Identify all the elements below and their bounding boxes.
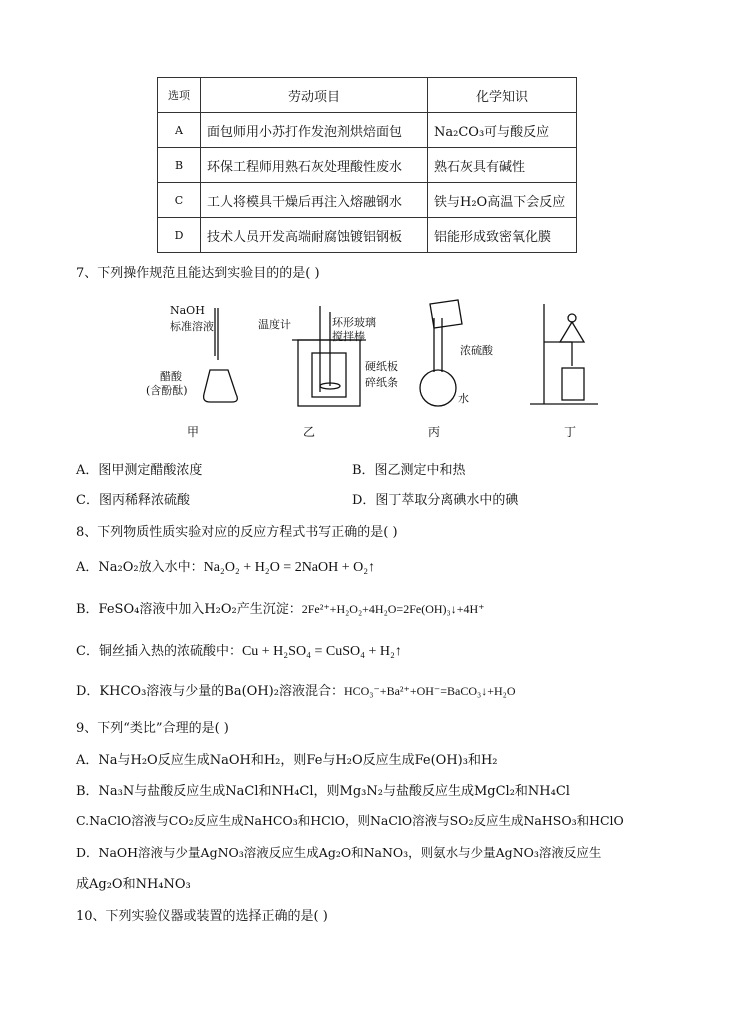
label-thermometer: 温度计 [258, 318, 291, 331]
caption-ding: 丁 [564, 425, 577, 439]
q8-option-c [76, 640, 402, 660]
table-row [158, 218, 577, 253]
row-option: B [158, 148, 201, 183]
q7-figure [140, 298, 600, 443]
label-conc-sulfuric: 浓硫酸 [460, 344, 493, 357]
label-stirrer: 搅拌棒 [332, 330, 365, 343]
label-naoh: NaOH [170, 304, 205, 317]
q7-option-c: C．图丙稀释浓硫酸 [76, 493, 190, 508]
q8-c-text: C．铜丝插入热的浓硫酸中： [76, 644, 242, 659]
row-knowledge: Na₂CO₃可与酸反应 [428, 113, 577, 148]
q10-stem: 10、下列实验仪器或装置的选择正确的是( ) [76, 909, 328, 924]
q8-stem: 8、下列物质性质实验对应的反应方程式书写正确的是( ) [76, 525, 398, 540]
q8-a-equation: Na₂O₂ + H₂O = 2NaOH + O₂↑ [203, 560, 376, 575]
q8-d-text: D．KHCO₃溶液与少量的Ba(OH)₂溶液混合： [76, 684, 344, 699]
caption-yi: 乙 [303, 425, 316, 439]
label-ring-glass: 环形玻璃 [332, 316, 376, 329]
q8-a-text: A．Na₂O₂放入水中： [76, 560, 204, 575]
header-option: 选项 [158, 78, 201, 113]
row-item: 工人将模具干燥后再注入熔融钢水 [201, 183, 428, 218]
q7-option-b: B．图乙测定中和热 [352, 463, 466, 478]
q8-option-d [76, 680, 516, 699]
receiving-beaker [562, 368, 584, 400]
table-header-row [158, 78, 577, 113]
q9-option-d-line2: 成Ag₂O和NH₄NO₃ [76, 877, 191, 892]
q8-b-text: B．FeSO₄溶液中加入H₂O₂产生沉淀： [76, 602, 302, 617]
label-standard-solution: 标准溶液 [170, 320, 214, 333]
label-with-phenolphthalein: (含酚酞) [146, 384, 188, 397]
knowledge-table [157, 77, 577, 253]
row-item: 环保工程师用熟石灰处理酸性废水 [201, 148, 428, 183]
q7-stem: 7、下列操作规范且能达到实验目的的是( ) [76, 266, 320, 281]
conical-flask [204, 370, 238, 402]
q8-b-equation: 2Fe²⁺+H₂O₂+4H₂O=2Fe(OH)₃↓+4H⁺ [301, 602, 485, 616]
q8-d-equation: HCO₃⁻+Ba²⁺+OH⁻=BaCO₃↓+H₂O [343, 684, 516, 698]
caption-bing: 丙 [428, 425, 441, 439]
row-knowledge: 铝能形成致密氧化膜 [428, 218, 577, 253]
pouring-beaker [430, 300, 462, 328]
table-row [158, 183, 577, 218]
q8-c-equation: Cu + H₂SO₄ = CuSO₄ + H₂↑ [241, 644, 402, 659]
q9-option-b: B．Na₃N与盐酸反应生成NaCl和NH₄Cl，则Mg₃N₂与盐酸反应生成MgCl₂和NH₄Cl [76, 784, 570, 799]
header-labor-item: 劳动项目 [201, 78, 428, 113]
label-paper-scraps: 碎纸条 [365, 376, 398, 389]
q9-option-d-line1: D．NaOH溶液与少量AgNO₃溶液反应生成Ag₂O和NaNO₃，则氨水与少量AgNO₃溶液反应生 [76, 845, 602, 860]
row-option: D [158, 218, 201, 253]
table-row [158, 148, 577, 183]
label-cardboard: 硬纸板 [365, 360, 398, 373]
inner-beaker [312, 353, 346, 397]
row-knowledge: 熟石灰具有碱性 [428, 148, 577, 183]
q8-option-b [76, 598, 484, 617]
q9-stem: 9、下列“类比”合理的是( ) [76, 721, 229, 736]
separatory-funnel [560, 322, 584, 342]
volumetric-flask [420, 370, 456, 406]
q9-option-a: A．Na与H₂O反应生成NaOH和H₂，则Fe与H₂O反应生成Fe(OH)₃和H₂ [76, 753, 498, 768]
row-item: 技术人员开发高端耐腐蚀镀铝钢板 [201, 218, 428, 253]
q9-option-c: C.NaClO溶液与CO₂反应生成NaHCO₃和HClO，则NaClO溶液与SO₂反应生成NaHSO₃和HClO [76, 813, 624, 828]
row-knowledge: 铁与H₂O高温下会反应 [428, 183, 577, 218]
header-chem-knowledge: 化学知识 [428, 78, 577, 113]
outer-beaker [298, 340, 360, 406]
table-row [158, 113, 577, 148]
q8-option-a [76, 556, 375, 576]
row-option: A [158, 113, 201, 148]
row-item: 面包师用小苏打作发泡剂烘焙面包 [201, 113, 428, 148]
label-acetic-acid: 醋酸 [160, 370, 182, 383]
label-water: 水 [458, 392, 469, 405]
q7-option-d: D．图丁萃取分离碘水中的碘 [352, 493, 519, 508]
q7-option-a: A．图甲测定醋酸浓度 [76, 463, 203, 478]
caption-jia: 甲 [187, 425, 200, 439]
row-option: C [158, 183, 201, 218]
